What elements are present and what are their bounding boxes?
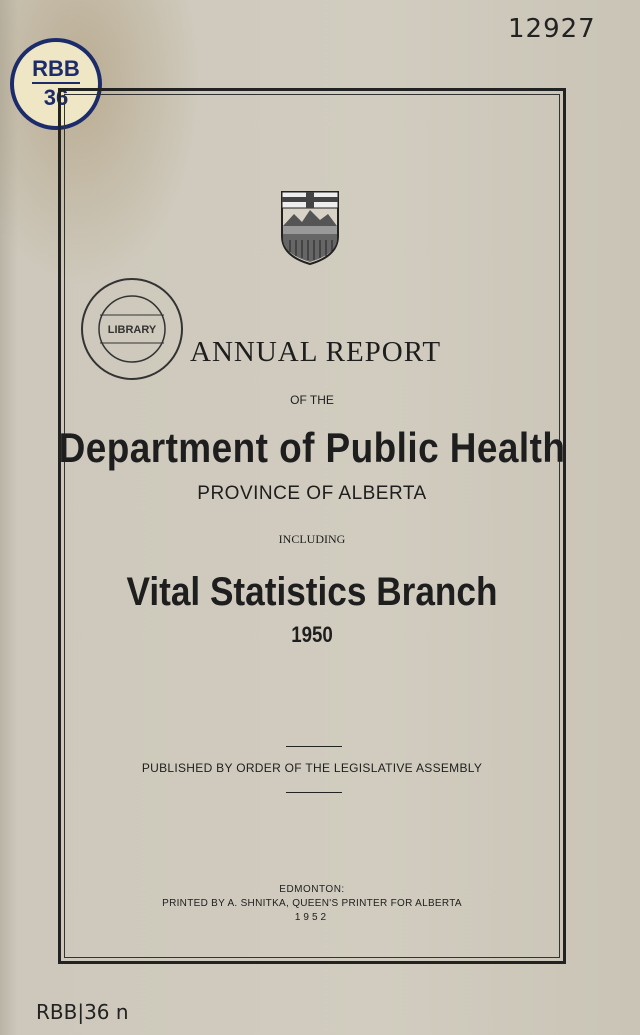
library-stamp-icon: [78, 275, 186, 383]
divider-bottom: [286, 792, 342, 793]
province-line: PROVINCE OF ALBERTA: [197, 483, 427, 504]
branch-title: Vital Statistics Branch: [126, 570, 498, 614]
library-stamp-text: LIBRARY: [107, 324, 157, 336]
handwritten-accession-number: 12927: [508, 14, 596, 44]
alberta-coat-of-arms-icon: [280, 190, 340, 266]
of-the-line: OF THE: [290, 393, 334, 407]
published-by-line: PUBLISHED BY ORDER OF THE LEGISLATIVE ASSEMBLY: [141, 761, 483, 775]
report-year: 1950: [291, 622, 333, 647]
call-stamp-top: RBB: [32, 56, 80, 84]
printer-line: PRINTED BY A. SHNITKA, QUEEN'S PRINTER FOR ALBERTA: [162, 898, 462, 909]
report-type: ANNUAL REPORT: [190, 336, 442, 368]
place-of-printing: EDMONTON:: [279, 884, 345, 895]
publication-year: 1952: [294, 912, 330, 923]
department-title: Department of Public Health: [58, 424, 566, 471]
including-line: INCLUDING: [278, 532, 346, 546]
divider-top: [286, 746, 342, 747]
handwritten-call-number: RBB|36 n: [36, 1000, 129, 1024]
call-stamp-bottom: 36: [43, 85, 69, 110]
